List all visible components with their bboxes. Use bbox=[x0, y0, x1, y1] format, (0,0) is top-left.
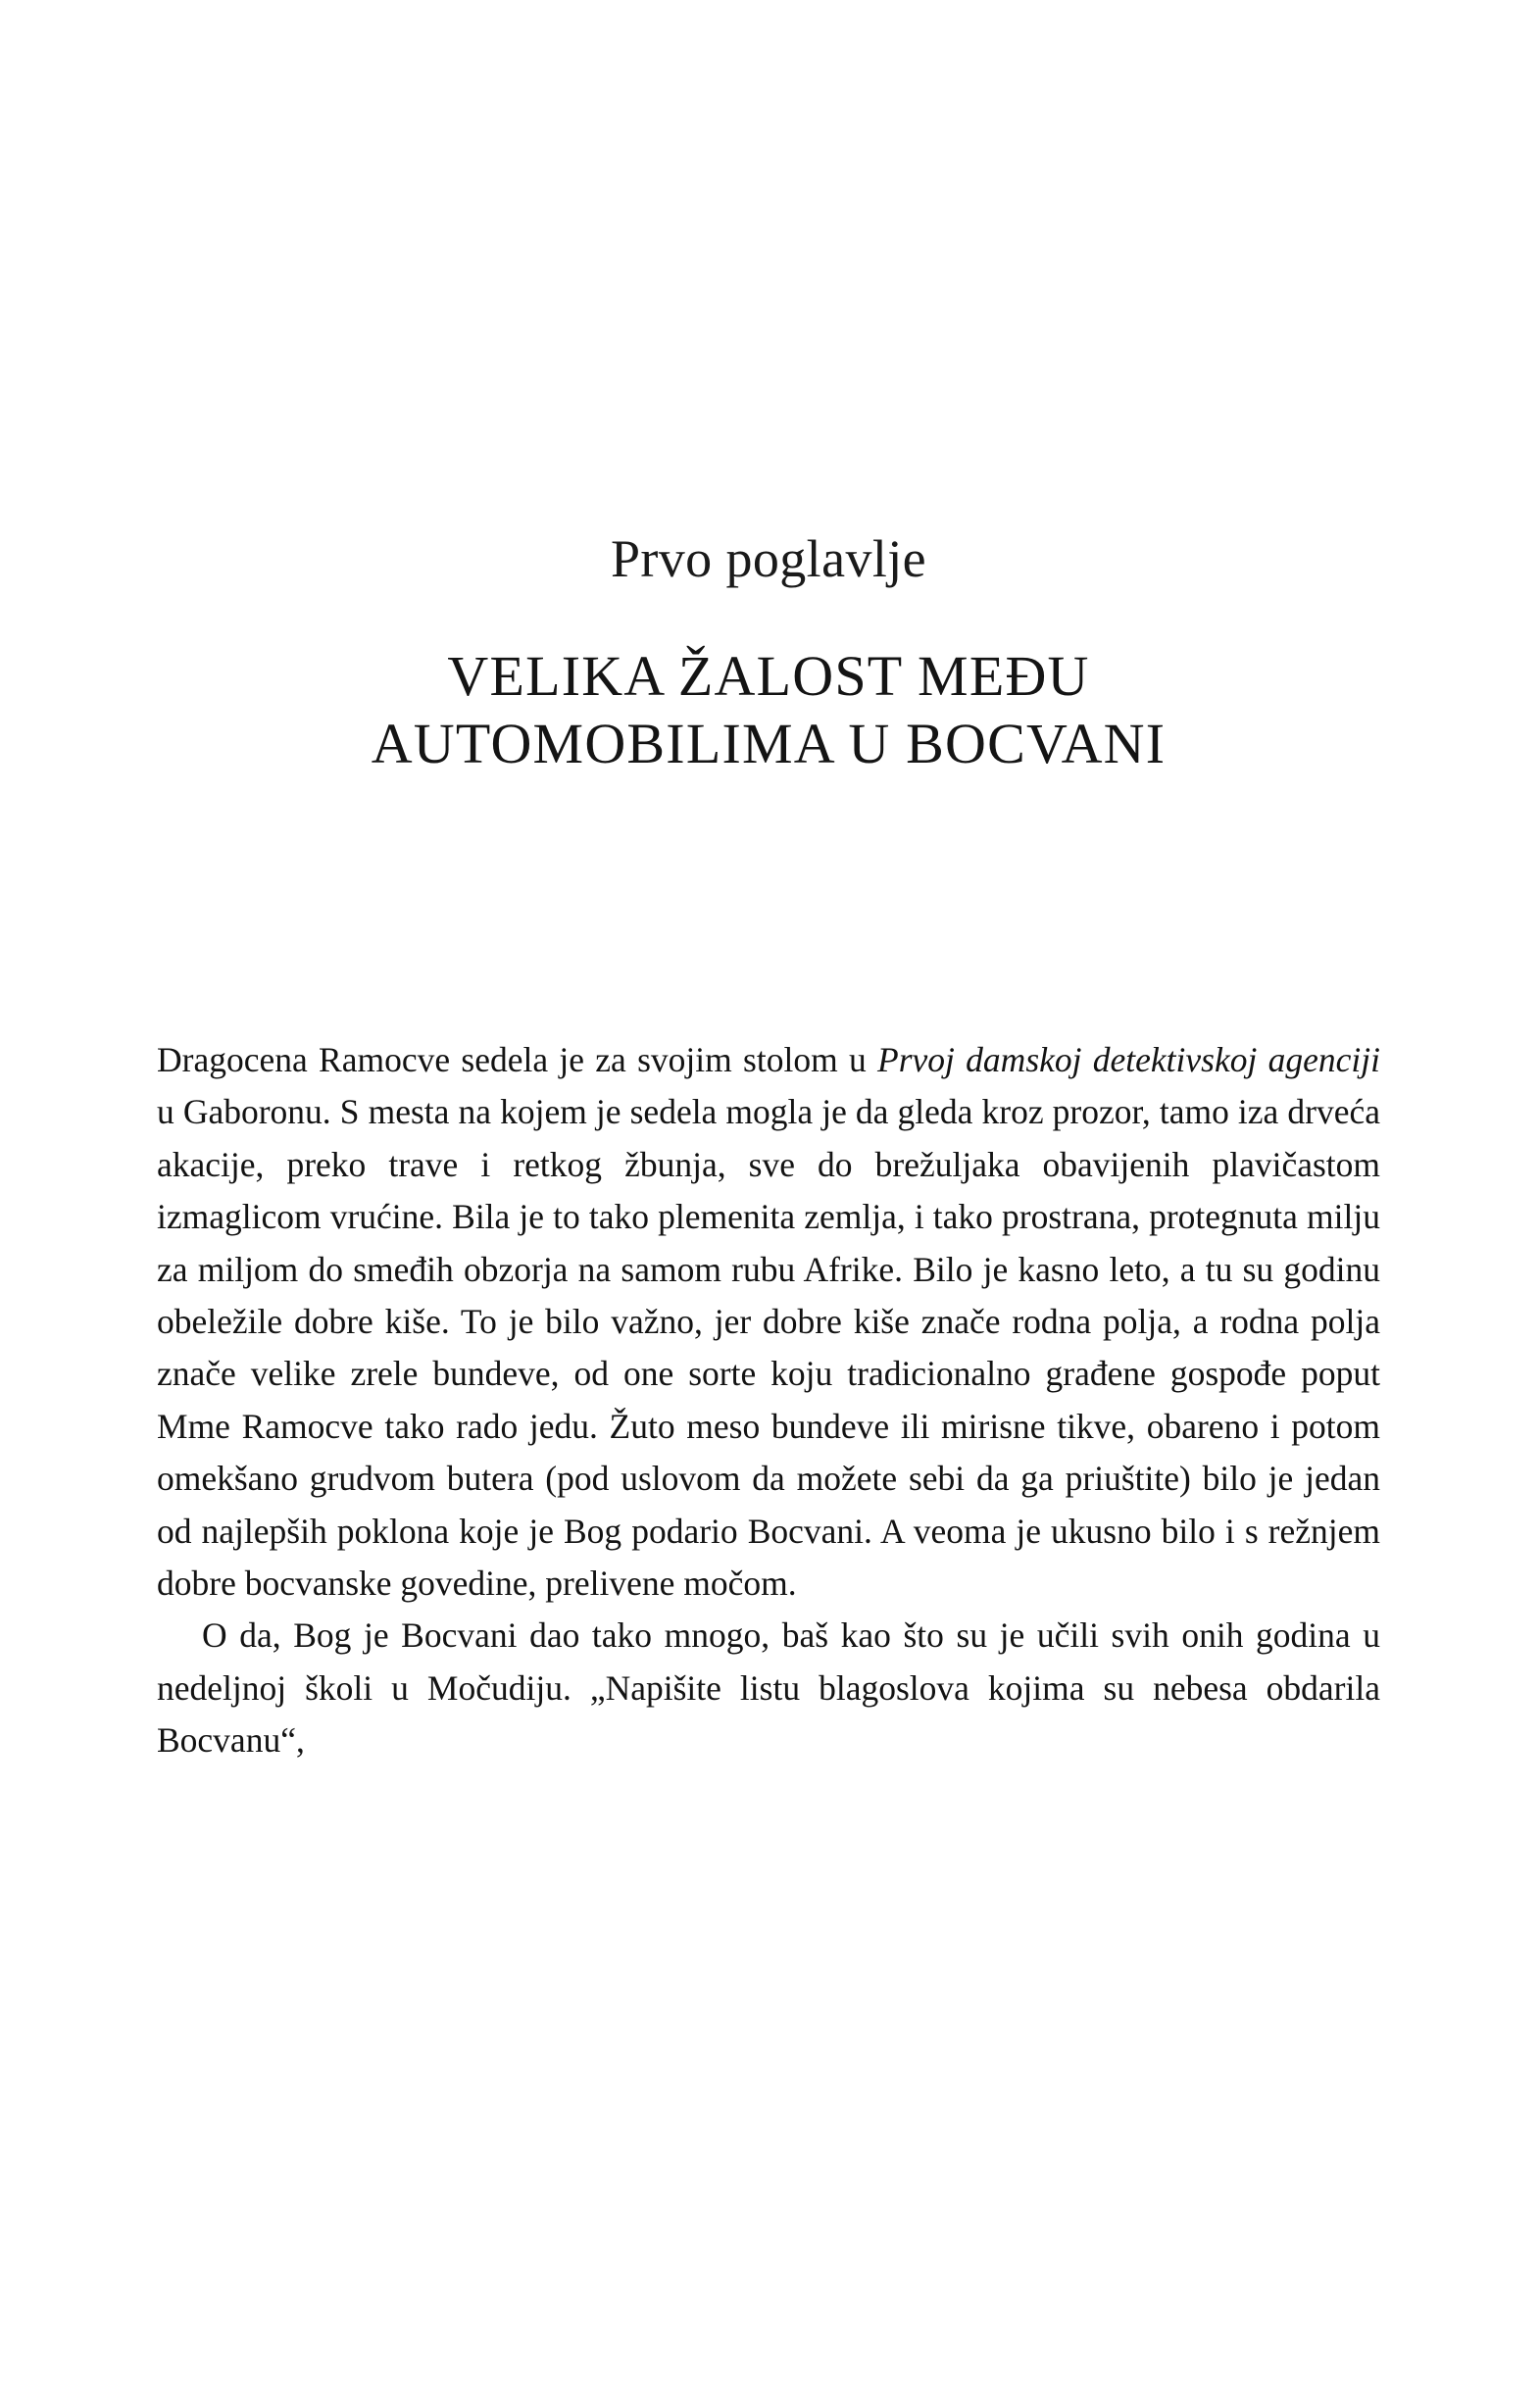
chapter-heading-block bbox=[157, 529, 1380, 777]
paragraph-first bbox=[157, 1034, 1380, 1610]
chapter-title bbox=[157, 588, 1380, 777]
chapter-title-line-2: AUTOMOBILIMA U BOCVANI bbox=[371, 711, 1167, 775]
paragraph-1-italic-agency-name: Prvoj damskoj detektivskoj agenciji bbox=[877, 1040, 1380, 1079]
body-text-column bbox=[157, 1034, 1380, 1767]
paragraph-1-part-2: u Gaboronu. S mesta na kojem je sedela mogla je da gleda kroz prozor, tamo iza drveća akacije, preko trave i retkog žbunja, sve do brežuljaka obavijenih plavičastom izmaglicom vrućine. Bila je to tako plemenita zemlja, i tako prostrana, protegnuta milju za miljom do smeđih obzorja na samom rubu Afrike. Bilo je kasno leto, a tu su godinu obeležile dobre kiše. To je bilo važno, jer dobre kiše znače rodna polja, a rodna polja znače velike zrele bundeve, od one sorte koju tradicionalno građene gospođe poput Mme Ramocve tako rado jedu. Žuto meso bundeve ili mirisne tikve, obareno i potom omekšano grudvom butera (pod uslovom da možete sebi da ga priuštite) bilo je jedan od najlepših poklona koje je Bog podario Bocvani. A veoma je ukusno bilo i s režnjem dobre bocvanske govedine, prelivene močom. bbox=[157, 1092, 1380, 1604]
paragraph-second bbox=[157, 1610, 1380, 1766]
chapter-title-line-1: VELIKA ŽALOST MEĐU bbox=[447, 644, 1090, 709]
paragraph-2-text: O da, Bog je Bocvani dao tako mnogo, baš kao što su je učili svih onih godina u nedeljnoj školi u Močudiju. „Napišite listu blagoslova kojima su nebesa obdarila Bocvanu“, bbox=[157, 1615, 1380, 1761]
paragraph-1-part-1: Dragocena Ramocve sedela je za svojim stolom u bbox=[157, 1040, 878, 1079]
chapter-number-label: Prvo poglavlje bbox=[610, 529, 927, 588]
